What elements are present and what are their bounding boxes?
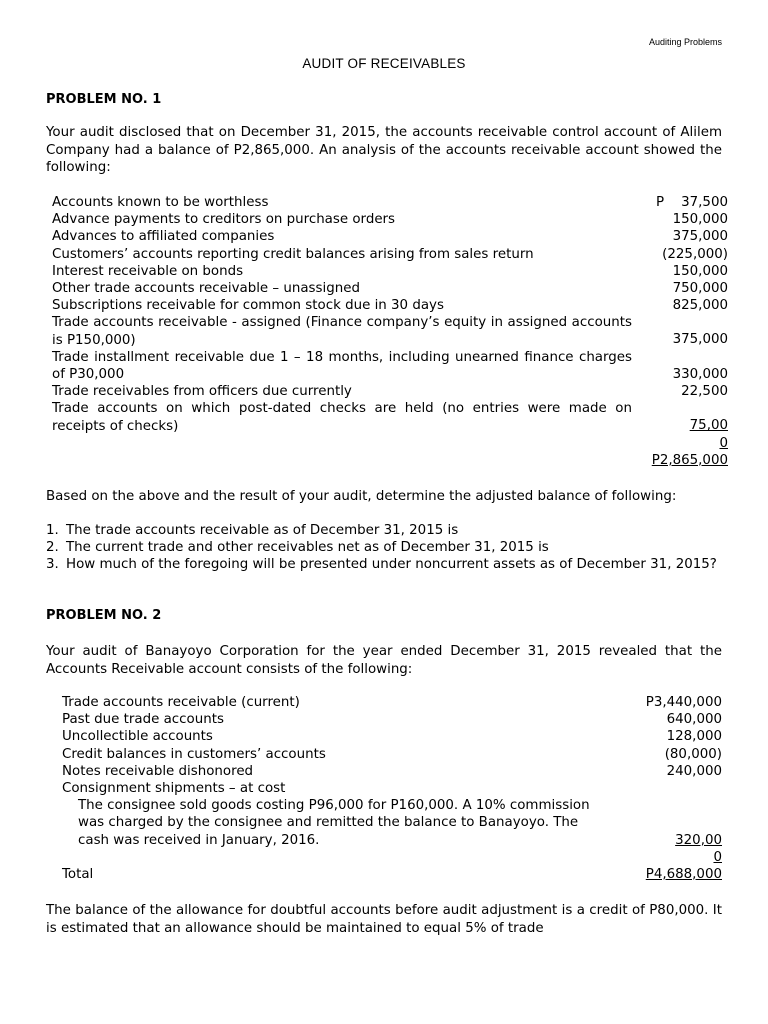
problem-1-intro: Your audit disclosed that on December 31, 2015, the accounts receivable control account of Alilem Company had a balance of P2,865,000. An analysis of the accounts receivable account showed the following: bbox=[46, 125, 722, 175]
problem-2-table bbox=[62, 694, 722, 883]
table-row bbox=[62, 728, 722, 745]
item-description: Subscriptions receivable for common stock due in 30 days bbox=[52, 298, 444, 314]
item-amount: 128,000 bbox=[666, 729, 722, 745]
table-row bbox=[52, 314, 728, 348]
table-row bbox=[62, 797, 722, 814]
consignment-note-line: cash was received in January, 2016. bbox=[78, 832, 320, 848]
item-description: Uncollectible accounts bbox=[62, 729, 213, 745]
question-text: How much of the foregoing will be presented under noncurrent assets as of December 31, 2015? bbox=[66, 557, 717, 572]
table-row bbox=[62, 763, 722, 780]
item-description: Credit balances in customers’ accounts bbox=[62, 746, 326, 762]
item-amount: 150,000 bbox=[672, 212, 728, 228]
table-row bbox=[52, 349, 728, 383]
table-row bbox=[52, 383, 728, 400]
item-amount: P 37,500 bbox=[656, 195, 728, 210]
total-label: Total bbox=[62, 866, 94, 882]
table-row bbox=[62, 849, 722, 866]
item-description: Interest receivable on bonds bbox=[52, 263, 244, 279]
table-row bbox=[62, 694, 722, 711]
table-row bbox=[62, 832, 722, 849]
item-description: Trade accounts on which post-dated checks are held (no entries were made on receipts of checks) bbox=[52, 401, 632, 434]
problem-1-table bbox=[52, 194, 728, 469]
item-amount: 375,000 bbox=[672, 332, 728, 348]
table-row bbox=[62, 746, 722, 763]
item-description: Accounts known to be worthless bbox=[52, 195, 269, 210]
table-row bbox=[52, 400, 728, 434]
problem-2-heading: PROBLEM NO. 2 bbox=[46, 608, 162, 623]
item-amount: 375,000 bbox=[672, 229, 728, 245]
total-row bbox=[52, 452, 728, 469]
item-description: Past due trade accounts bbox=[62, 712, 224, 728]
total-amount: P4,688,000 bbox=[645, 866, 722, 882]
item-description: Customers’ accounts reporting credit balances arising from sales return bbox=[52, 246, 534, 262]
item-description: Notes receivable dishonored bbox=[62, 763, 254, 779]
item-description: Consignment shipments – at cost bbox=[62, 781, 286, 797]
item-amount: (80,000) bbox=[664, 746, 722, 762]
item-amount: 330,000 bbox=[672, 366, 728, 382]
item-amount: (225,000) bbox=[662, 246, 728, 262]
item-amount-wrap: 0 bbox=[713, 849, 722, 865]
item-description: Other trade accounts receivable – unassigned bbox=[52, 281, 360, 297]
item-description: Advances to affiliated companies bbox=[52, 229, 275, 245]
problem-2-closing: The balance of the allowance for doubtful accounts before audit adjustment is a credit of P80,000. It is estimated that an allowance should be maintained to equal 5% of trade bbox=[46, 903, 722, 936]
document-title: AUDIT OF RECEIVABLES bbox=[302, 56, 466, 71]
table-row bbox=[52, 194, 728, 211]
table-row bbox=[52, 263, 728, 280]
item-amount: 240,000 bbox=[666, 763, 722, 779]
table-row bbox=[52, 228, 728, 245]
table-row bbox=[62, 711, 722, 728]
item-amount: 22,500 bbox=[681, 384, 728, 400]
list-item: 3. How much of the foregoing will be presented under noncurrent assets as of December 31, 2015? bbox=[46, 557, 717, 572]
item-description: Trade receivables from officers due currently bbox=[52, 384, 352, 400]
item-description: Trade installment receivable due 1 – 18 months, including unearned finance charges of P30,000 bbox=[52, 349, 632, 383]
table-row bbox=[52, 246, 728, 263]
consignment-note-line: The consignee sold goods costing P96,000 for P160,000. A 10% commission bbox=[78, 798, 590, 814]
item-description: Trade accounts receivable - assigned (Finance company’s equity in assigned accounts is P150,000) bbox=[52, 315, 632, 348]
item-amount: 640,000 bbox=[666, 712, 722, 728]
table-row bbox=[52, 211, 728, 228]
item-amount: 750,000 bbox=[672, 281, 728, 297]
item-amount: P3,440,000 bbox=[645, 695, 722, 710]
problem-1-questions bbox=[46, 522, 722, 573]
table-row bbox=[52, 435, 728, 452]
question-text: The trade accounts receivable as of December 31, 2015 is bbox=[66, 523, 459, 538]
table-row bbox=[52, 297, 728, 314]
problem-1-heading: PROBLEM NO. 1 bbox=[46, 92, 162, 107]
consignment-note-line: was charged by the consignee and remitted the balance to Banayoyo. The bbox=[78, 815, 579, 831]
question-text: The current trade and other receivables net as of December 31, 2015 is bbox=[66, 540, 549, 555]
item-amount: 75,00 bbox=[689, 418, 728, 434]
item-amount: 320,00 bbox=[675, 832, 722, 848]
table-row bbox=[52, 280, 728, 297]
item-description: Trade accounts receivable (current) bbox=[62, 695, 300, 710]
item-amount: 825,000 bbox=[672, 298, 728, 314]
problem-2-intro: Your audit of Banayoyo Corporation for the year ended December 31, 2015 revealed that the Accounts Receivable account consists of the following: bbox=[46, 644, 722, 677]
table-row bbox=[62, 780, 722, 797]
item-amount: 150,000 bbox=[672, 263, 728, 279]
list-item: 2. The current trade and other receivables net as of December 31, 2015 is bbox=[46, 540, 549, 555]
item-amount-wrap: 0 bbox=[719, 435, 728, 451]
table-row bbox=[62, 814, 722, 831]
list-item: 1. The trade accounts receivable as of December 31, 2015 is bbox=[46, 523, 459, 538]
problem-1-question-intro: Based on the above and the result of your audit, determine the adjusted balance of following: bbox=[46, 489, 677, 504]
total-row bbox=[62, 866, 722, 883]
total-amount: P2,865,000 bbox=[651, 452, 728, 468]
item-description: Advance payments to creditors on purchase orders bbox=[52, 212, 396, 228]
running-header: Auditing Problems bbox=[648, 37, 722, 47]
